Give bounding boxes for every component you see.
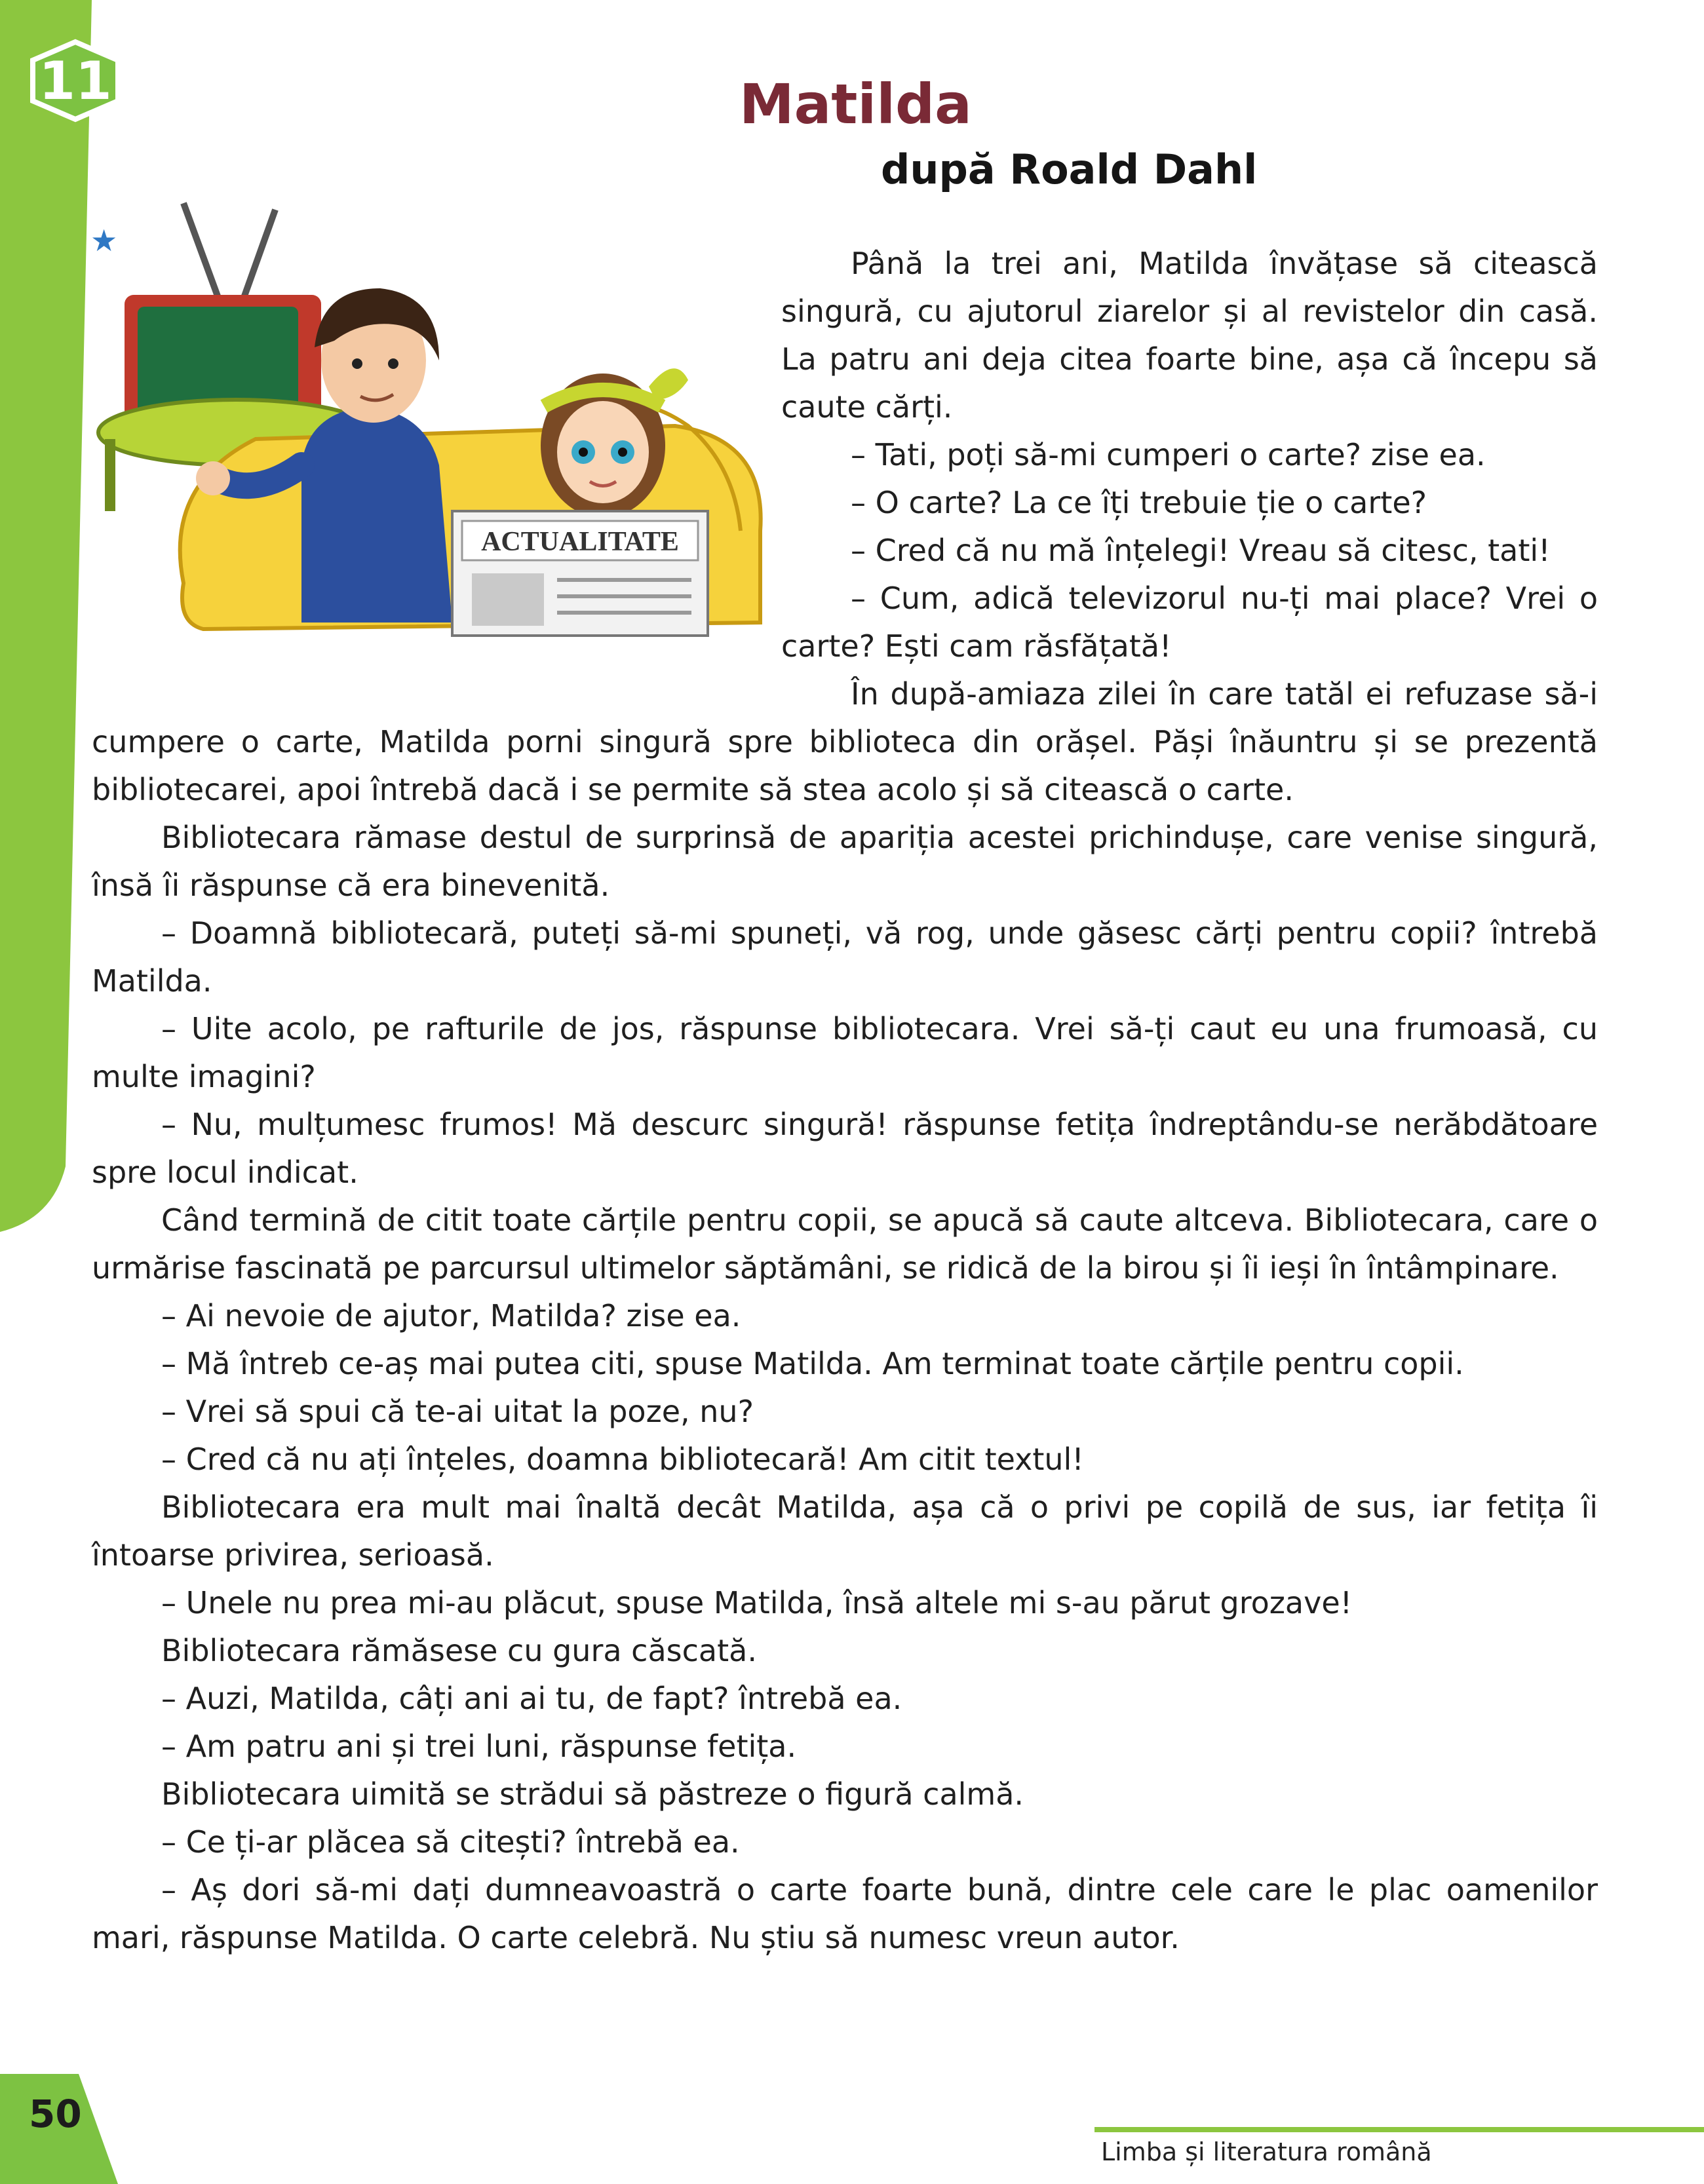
intro-paragraph: Până la trei ani, Matilda învățase să citească singură, cu ajutorul ziarelor și al revistelor din casă. La patru ani deja citea foarte bine, așa că începu să caute cărți. <box>781 246 1598 425</box>
page-number: 50 <box>29 2092 82 2136</box>
dialog-line: – Nu, mulțumesc frumos! Mă descurc singură! răspunse fetița îndreptându-se nerăbdătoare spre locul indicat. <box>92 1107 1598 1190</box>
newspaper-headline: ACTUALITATE <box>481 527 679 557</box>
paragraph: Bibliotecara uimită se strădui să păstreze o figură calmă. <box>161 1776 1024 1812</box>
dialog-line: – Uite acolo, pe rafturile de jos, răspunse bibliotecara. Vrei să-ți caut eu una frumoasă, cu multe imagini? <box>92 1011 1598 1094</box>
page-title: Matilda <box>739 72 972 136</box>
paragraph: În după-amiaza zilei în care tatăl ei refuzase să-i cumpere o carte, Matilda porni singură spre biblioteca din orășel. Păși înăuntru și se prezentă bibliotecarei, apoi întrebă dacă i se permite să stea acolo și să citească o carte. <box>92 676 1598 807</box>
dialog-line: – Cred că nu mă înțelegi! Vreau să citesc, tati! <box>851 533 1551 568</box>
paragraph: Când termină de citit toate cărțile pentru copii, se apucă să caute altceva. Bibliotecara, care o urmărise fascinată pe parcursul ultimelor săptămâni, se ridică de la birou și îi ieși în întâmpinare. <box>92 1202 1598 1286</box>
dialog-line: – Ai nevoie de ajutor, Matilda? zise ea. <box>161 1298 741 1333</box>
footer-divider <box>1094 2127 1704 2132</box>
story-text <box>92 240 1598 1962</box>
paragraph: Bibliotecara era mult mai înaltă decât Matilda, așa că o privi pe copilă de sus, iar fetița îi întoarse privirea, serioasă. <box>92 1489 1598 1573</box>
dialog-line: – Cum, adică televizorul nu-ți mai place? Vrei o carte? Ești cam răsfățată! <box>781 581 1598 664</box>
dialog-line: – Tati, poți să-mi cumperi o carte? zise ea. <box>851 437 1486 472</box>
star-icon: ★ <box>90 223 118 258</box>
paragraph: Bibliotecara rămăsese cu gura căscată. <box>161 1633 757 1668</box>
green-side-band <box>0 0 92 1232</box>
footer-subject: Limba și literatura română <box>1101 2137 1432 2166</box>
author-subtitle: după Roald Dahl <box>881 145 1258 193</box>
dialog-line: – Am patru ani și trei luni, răspunse fetița. <box>161 1729 797 1764</box>
dialog-line: – Ce ți-ar plăcea să citești? întrebă ea. <box>161 1824 740 1860</box>
dialog-line: – Aș dori să-mi dați dumneavoastră o carte foarte bună, dintre cele care le plac oamenilor mari, răspunse Matilda. O carte celebră. Nu știu să numesc vreun autor. <box>92 1872 1598 1955</box>
illustration-spacer <box>92 240 781 672</box>
lesson-number: 11 <box>39 50 112 111</box>
dialog-line: – Auzi, Matilda, câți ani ai tu, de fapt? întrebă ea. <box>161 1681 902 1716</box>
paragraph: Bibliotecara rămase destul de surprinsă de apariția acestei prichindușe, care venise singură, însă îi răspunse că era binevenită. <box>92 820 1598 903</box>
dialog-line: – Doamnă bibliotecară, puteți să-mi spuneți, vă rog, unde găsesc cărți pentru copii? întrebă Matilda. <box>92 915 1598 999</box>
lesson-number-badge <box>26 38 125 123</box>
dialog-line: – Unele nu prea mi-au plăcut, spuse Matilda, însă altele mi s-au părut grozave! <box>161 1585 1353 1620</box>
dialog-line: – O carte? La ce îți trebuie ție o carte? <box>851 485 1427 520</box>
dialog-line: – Cred că nu ați înțeles, doamna bibliotecară! Am citit textul! <box>161 1442 1084 1477</box>
dialog-line: – Vrei să spui că te-ai uitat la poze, nu? <box>161 1394 754 1429</box>
dialog-line: – Mă întreb ce-aș mai putea citi, spuse Matilda. Am terminat toate cărțile pentru copii. <box>161 1346 1464 1381</box>
